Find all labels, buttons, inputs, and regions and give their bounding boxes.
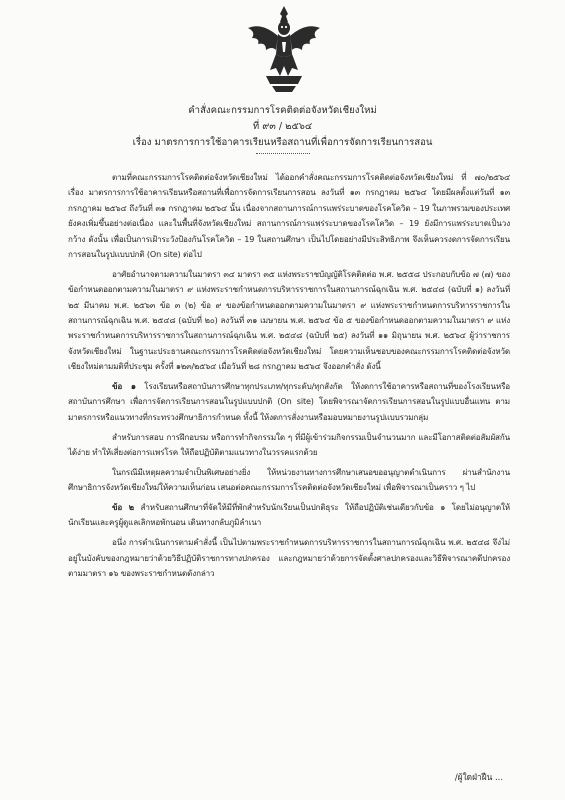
paragraph-background: ตามที่คณะกรรมการโรคติดต่อจังหวัดเชียงใหม่ ได้ออกคำสั่งคณะกรรมการโรคติดต่อจังหวัดเชียงใหม่ ที่ ๗๐/๒๕๖๔ เรื่อง มาตรการการใช้อาคารเรียนหรือสถานที่เพื่อการจัดการเรียนการสอน ลงวันที่ ๑๓ กรกฎาคม ๒๕๖๔ โดยมีผลตั้งแต่วันที่ ๑๓ กรกฎาคม ๒๕๖๔ ถึงวันที่ ๓๑ กรกฎาคม ๒๕๖๔ นั้น เนื่องจากสถานการณ์การแพร่ระบาดของโรคโควิด – 19 ในภาพรวมของประเทศยังคงเพิ่มขึ้นอย่างต่อเนื่อง และในพื้นที่จังหวัดเชียงใหม่ สถานการณ์การแพร่ระบาดของโรคโควิด – 19 ยังมีการแพร่ระบาดเป็นวงกว้าง ดังนั้น เพื่อเป็นการเฝ้าระวังป้องกันโรคโควิด – 19 ในสถานศึกษา เป็นไปโดยอย่างมีประสิทธิภาพ จึงเห็นควรงดการจัดการเรียนการสอนในรูปแบบปกติ (On site) ต่อไป (68, 172, 510, 260)
paragraph-legal-note: อนึ่ง การดำเนินการตามคำสั่งนี้ เป็นไปตามพระราชกำหนดการบริหารราชการในสถานการณ์ฉุกเฉิน พ.ศ. ๒๕๔๘ จึงไม่อยู่ในบังคับของกฎหมายว่าด้วยวิธีปฏิบัติราชการทางปกครอง และกฎหมายว่าด้วยการจัดตั้งศาลปกครองและวิธีพิจารณาคดีปกครอง ตามมาตรา ๑๖ ของพระราชกำหนดดังกล่าว (68, 537, 510, 579)
clause-2-text: สำหรับสถานศึกษาที่จัดให้มีที่พักสำหรับนักเรียนเป็นปกติธุระ ให้ถือปฏิบัติเช่นเดียวกับข้อ ๑ โดยไม่อนุญาตให้นักเรียนและครูผู้ดูแลเลิกหอพักนอน เดินทางกลับภูมิลำเนา (68, 502, 510, 528)
header-divider (256, 153, 310, 154)
paragraph-special-case: ในกรณีมีเหตุผลความจำเป็นพิเศษอย่างยิ่ง ให้หน่วยงานทางการศึกษาเสนอขออนุญาตดำเนินการ ผ่านสำนักงานศึกษาธิการจังหวัดเชียงใหม่ให้ความเห็นก่อน เสนอต่อคณะกรรมการโรคติดต่อจังหวัดเชียงใหม่ เพื่อพิจารณาเป็นคราว ๆ ไป (68, 466, 510, 493)
document-body (68, 170, 510, 586)
clause-1-number: ข้อ ๑ (112, 381, 136, 392)
order-subject: เรื่อง มาตรการการใช้อาคารเรียนหรือสถานที่เพื่อการจัดการเรียนการสอน (132, 137, 433, 148)
order-title: คำสั่งคณะกรรมการโรคติดต่อจังหวัดเชียงใหม่ (188, 105, 377, 116)
garuda-emblem (242, 4, 326, 96)
clause-1-text: โรงเรียนหรือสถาบันการศึกษาทุกประเภท/ทุกระดับ/ทุกสังกัด ให้งดการใช้อาคารหรือสถานที่ของโรงเรียนหรือสถาบันการศึกษา เพื่อการจัดการเรียนการสอนในรูปแบบปกติ (On site) โดยพิจารณาจัดการเรียนการสอนในรูปแบบอื่นแทน ตามมาตรการหรือแนวทางที่กระทรวงศึกษาธิการกำหนด ทั้งนี้ ให้งดการสั่งงานหรือมอบหมายงานรูปแบบรวมกลุ่ม (68, 381, 511, 422)
clause-2 (68, 500, 510, 531)
continuation-marker: /ผู้ใดฝ่าฝืน ... (454, 772, 503, 782)
clause-2-number: ข้อ ๒ (112, 502, 134, 513)
paragraph-legal-authority: อาศัยอำนาจตามความในมาตรา ๓๔ มาตรา ๓๕ แห่งพระราชบัญญัติโรคติดต่อ พ.ศ. ๒๕๕๘ ประกอบกับข้อ ๗ (๗) ของข้อกำหนดออกตามความในมาตรา ๙ แห่งพระราชกำหนดการบริหารราชการในสถานการณ์ฉุกเฉิน พ.ศ. ๒๕๔๘ (ฉบับที่ ๑) ลงวันที่ ๒๕ มีนาคม พ.ศ. ๒๕๖๓ ข้อ ๓ (๒) ข้อ ๙ ของข้อกำหนดออกตามความในมาตรา ๙ แห่งพระราชกำหนดการบริหารราชการในสถานการณ์ฉุกเฉิน พ.ศ. ๒๕๔๘ (ฉบับที่ ๒๐) ลงวันที่ ๓๑ เมษายน พ.ศ. ๒๕๖๔ ข้อ ๕ ของข้อกำหนดออกตามความในมาตรา ๙ แห่งพระราชกำหนดการบริหารราชการในสถานการณ์ฉุกเฉิน พ.ศ. ๒๕๔๘ (ฉบับที่ ๒๕) ลงวันที่ ๑๑ มิถุนายน พ.ศ. ๒๕๖๔ ผู้ว่าราชการจังหวัดเชียงใหม่ ในฐานะประธานคณะกรรมการโรคติดต่อจังหวัดเชียงใหม่ โดยความเห็นชอบของคณะกรรมการโรคติดต่อจังหวัดเชียงใหม่ตามมติที่ประชุม ครั้งที่ ๑๒๓/๒๕๖๔ เมื่อวันที่ ๒๘ กรกฎาคม ๒๕๖๔ จึงออกคำสั่ง ดังนี้ (68, 268, 510, 372)
clause-1 (68, 379, 510, 425)
paragraph-exams-training: สำหรับการสอบ การฝึกอบรม หรือการทำกิจกรรมใด ๆ ที่มีผู้เข้าร่วมกิจกรรมเป็นจำนวนมาก และมีโอกาสติดต่อสัมผัสกันได้ง่าย ทำให้เสี่ยงต่อการแพร่โรค ให้ถือปฏิบัติตามแนวทางในวรรคแรกด้วย (68, 431, 510, 458)
order-number: ที่ ๙๓ / ๒๕๖๔ (252, 121, 313, 132)
